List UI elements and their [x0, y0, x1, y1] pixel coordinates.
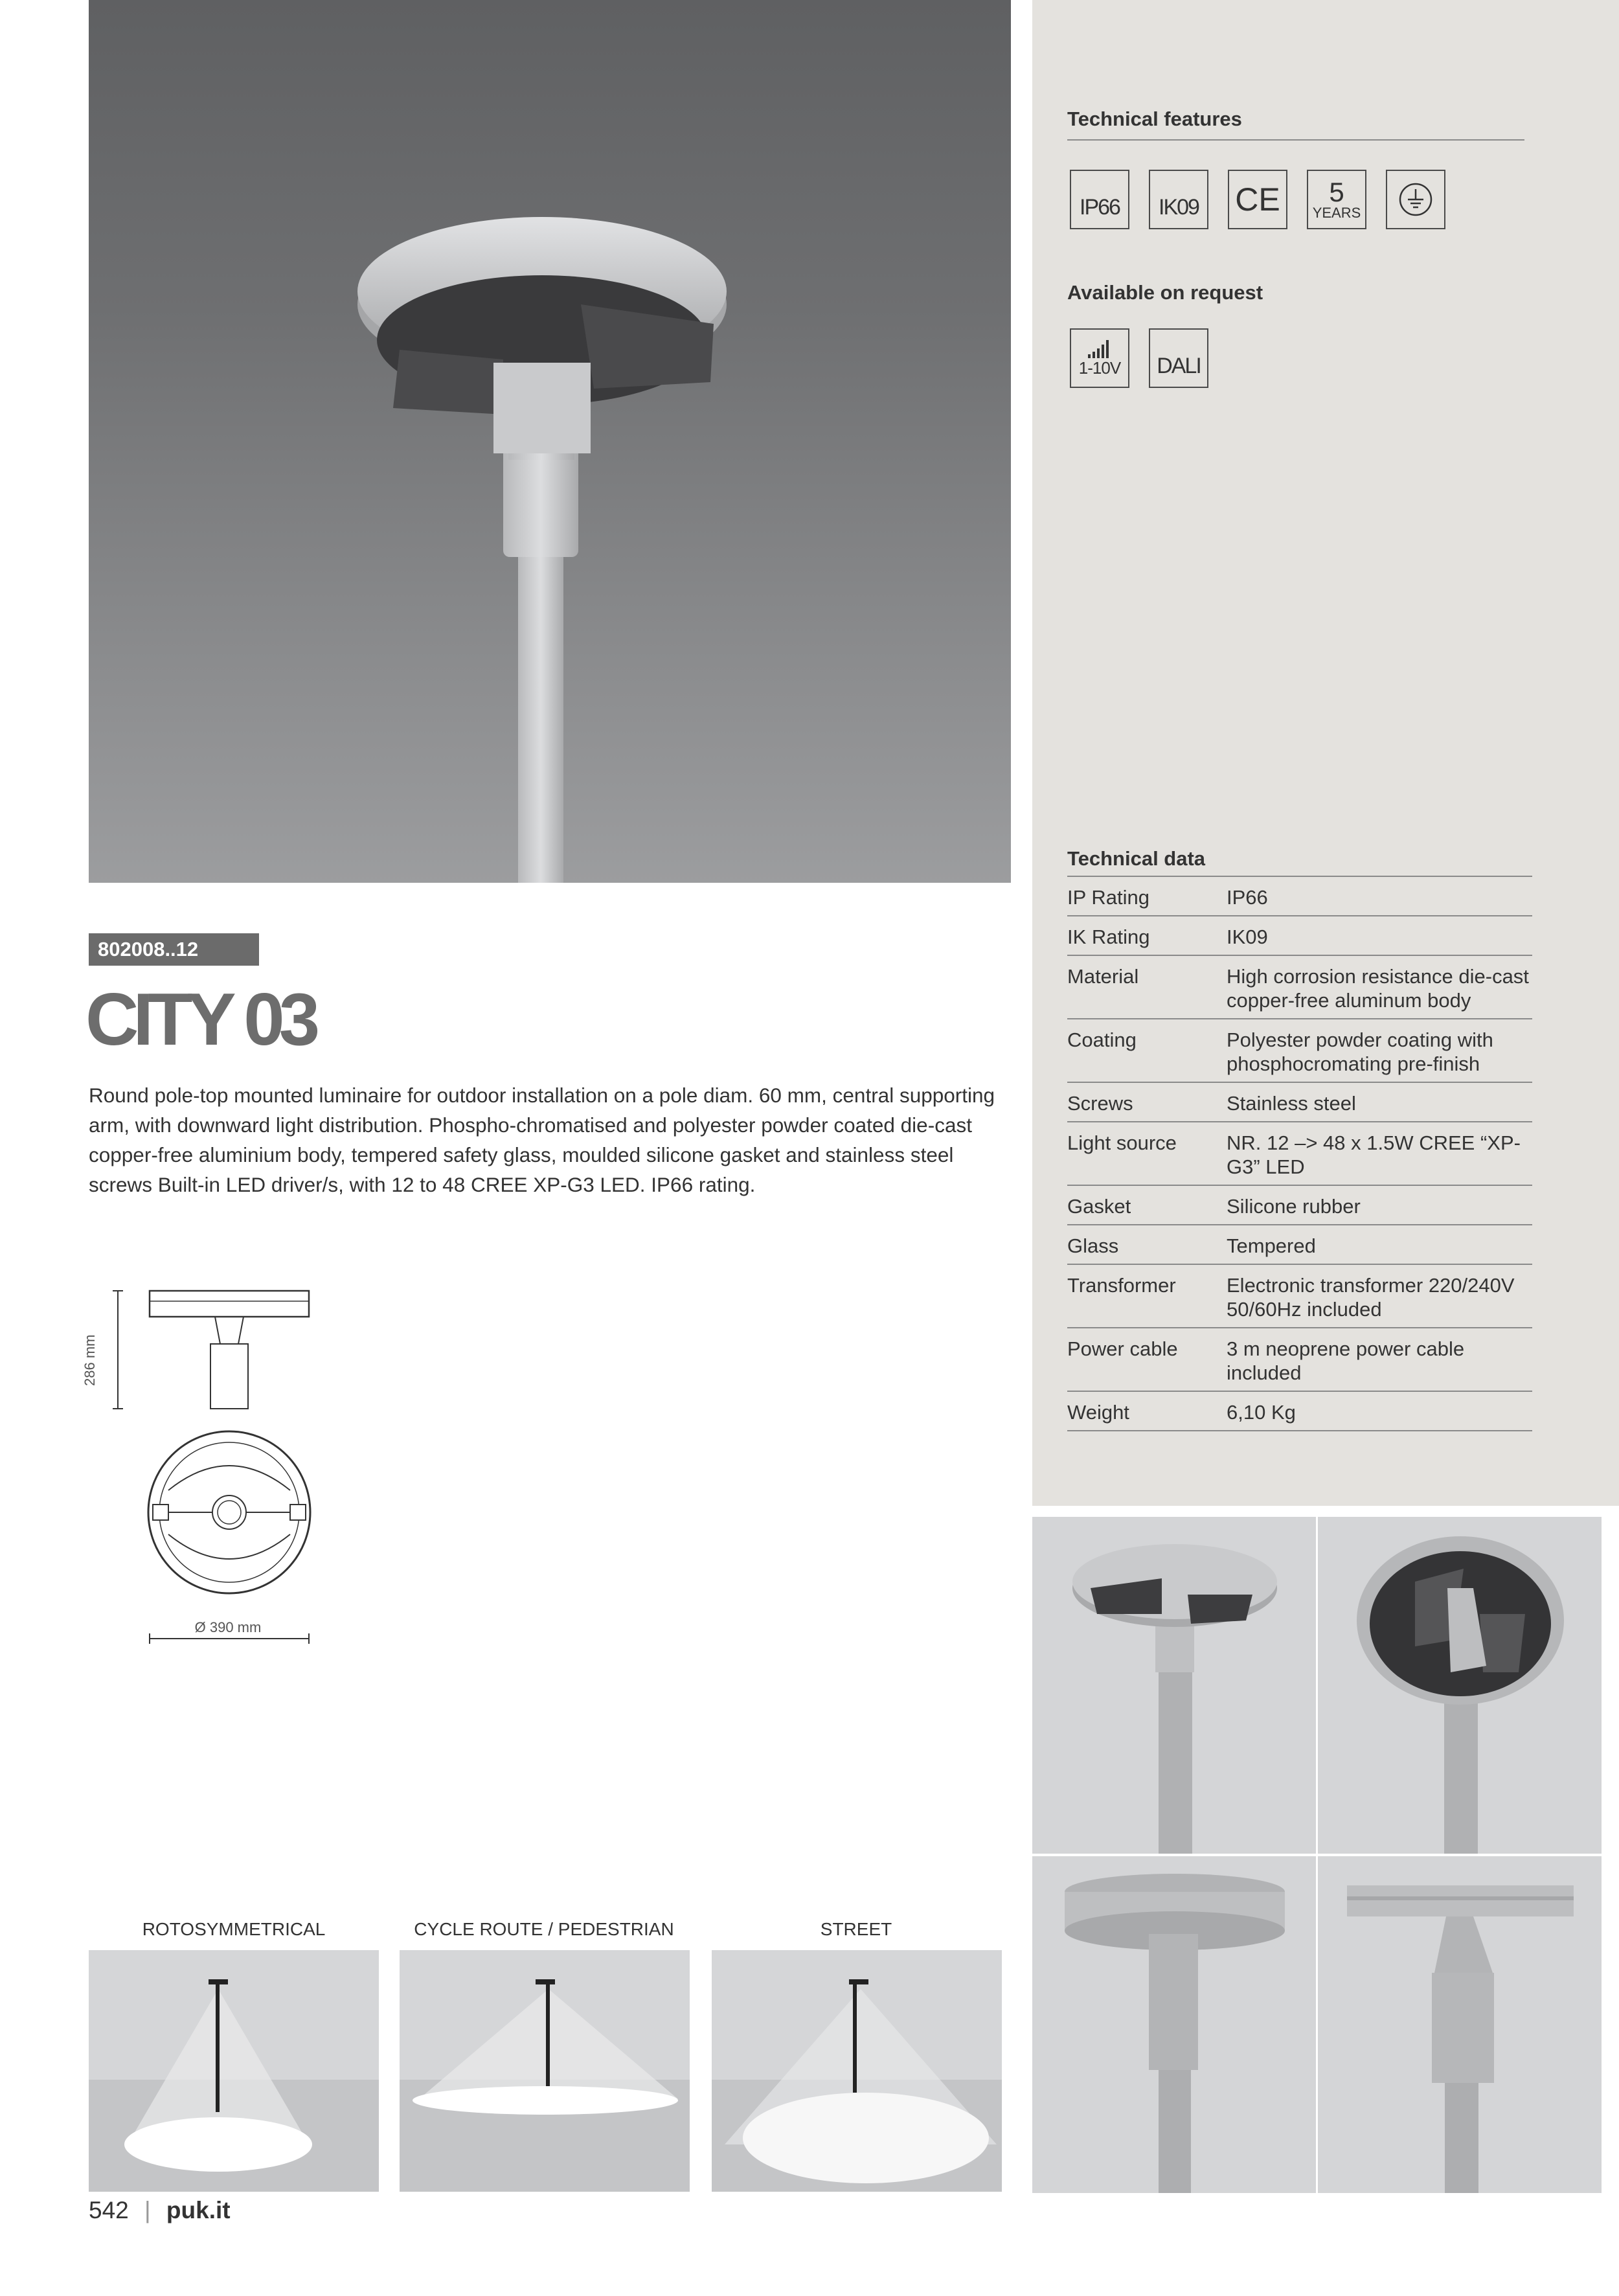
- tech-data-row: [1067, 1391, 1532, 1431]
- tech-data-row: [1067, 1264, 1532, 1328]
- tech-data-key: Screws: [1067, 1082, 1227, 1122]
- product-thumbnail-profile: [1318, 1856, 1602, 2193]
- tech-data-value: Stainless steel: [1227, 1082, 1532, 1122]
- tech-data-value: Electronic transformer 220/240V 50/60Hz included: [1227, 1264, 1532, 1328]
- tech-data-key: Power cable: [1067, 1328, 1227, 1391]
- features-badges: [1070, 170, 1445, 229]
- tech-data-key: Glass: [1067, 1225, 1227, 1264]
- tech-data-value: Tempered: [1227, 1225, 1532, 1264]
- hero-product-photo: [89, 0, 1011, 883]
- tech-data-key: IP Rating: [1067, 876, 1227, 916]
- distribution-label-street: STREET: [820, 1919, 892, 1939]
- dimension-drawing-icon: [91, 1286, 324, 1648]
- ip66-icon: IP66: [1070, 170, 1129, 229]
- tech-data-row: [1067, 916, 1532, 955]
- tech-data-row: [1067, 955, 1532, 1019]
- footer-separator: |: [144, 2197, 151, 2223]
- product-thumbnail-low-angle: [1032, 1517, 1316, 1854]
- distribution-label-cycle-route: CYCLE ROUTE / PEDESTRIAN: [414, 1919, 674, 1939]
- ground-icon: [1386, 170, 1445, 229]
- luminaire-illustration: [89, 0, 1011, 883]
- distribution-label-rotosymmetrical: ROTOSYMMETRICAL: [142, 1919, 326, 1939]
- tech-data-value: Silicone rubber: [1227, 1185, 1532, 1225]
- product-code: 802008..12: [89, 933, 259, 966]
- tech-data-row: [1067, 1082, 1532, 1122]
- technical-data-table: [1067, 876, 1532, 1431]
- product-thumbnail-side: [1032, 1856, 1316, 2193]
- tech-data-row: [1067, 1122, 1532, 1185]
- tech-data-key: Weight: [1067, 1391, 1227, 1431]
- dimming-1-10v-icon: 1-10V: [1070, 328, 1129, 388]
- tech-data-value: IP66: [1227, 876, 1532, 916]
- site-link[interactable]: puk.it: [166, 2197, 231, 2223]
- tech-data-row: [1067, 876, 1532, 916]
- technical-features-title: Technical features: [1067, 108, 1242, 130]
- page-number: 542: [89, 2197, 129, 2223]
- tech-data-key: Coating: [1067, 1019, 1227, 1082]
- tech-data-value: 6,10 Kg: [1227, 1391, 1532, 1431]
- technical-drawing: [91, 1286, 324, 1648]
- warranty-icon: 5 YEARS: [1307, 170, 1366, 229]
- tech-data-value: NR. 12 –> 48 x 1.5W CREE “XP-G3” LED: [1227, 1122, 1532, 1185]
- tech-data-key: Transformer: [1067, 1264, 1227, 1328]
- distribution-image-street: [712, 1950, 1002, 2192]
- tech-data-key: Gasket: [1067, 1185, 1227, 1225]
- distribution-image-cycle-route: [400, 1950, 690, 2192]
- tech-data-key: IK Rating: [1067, 916, 1227, 955]
- dali-icon: DALI: [1149, 328, 1208, 388]
- divider: [1067, 139, 1524, 141]
- tech-data-value: High corrosion resistance die-cast copper-free aluminum body: [1227, 955, 1532, 1019]
- height-dimension-label: 286 mm: [82, 1334, 98, 1386]
- distribution-image-rotosymmetrical: [89, 1950, 379, 2192]
- tech-data-value: Polyester powder coating with phosphocromating pre-finish: [1227, 1019, 1532, 1082]
- request-badges: [1070, 328, 1208, 388]
- tech-data-row: [1067, 1019, 1532, 1082]
- tech-data-key: Material: [1067, 955, 1227, 1019]
- product-description: Round pole-top mounted luminaire for outdoor installation on a pole diam. 60 mm, central supporting arm, with downward light distribution. Phospho-chromatised and polyester powder coated die-cast copper-free aluminium body, tempered safety glass, moulded silicone gasket and stainless steel screws Built-in LED driver/s, with 12 to 48 CREE XP-G3 LED. IP66 rating.: [89, 1084, 995, 1196]
- diameter-dimension-label: Ø 390 mm: [194, 1619, 262, 1635]
- tech-data-row: [1067, 1328, 1532, 1391]
- product-thumbnail-underside: [1318, 1517, 1602, 1854]
- product-title: CITY 03: [85, 979, 315, 1061]
- tech-data-row: [1067, 1185, 1532, 1225]
- ce-mark-icon: CE: [1228, 170, 1287, 229]
- technical-data-title: Technical data: [1067, 847, 1206, 870]
- tech-data-value: 3 m neoprene power cable included: [1227, 1328, 1532, 1391]
- ik09-icon: IK09: [1149, 170, 1208, 229]
- page-footer: [89, 2197, 231, 2224]
- available-on-request-title: Available on request: [1067, 281, 1263, 304]
- tech-data-row: [1067, 1225, 1532, 1264]
- tech-data-value: IK09: [1227, 916, 1532, 955]
- tech-data-key: Light source: [1067, 1122, 1227, 1185]
